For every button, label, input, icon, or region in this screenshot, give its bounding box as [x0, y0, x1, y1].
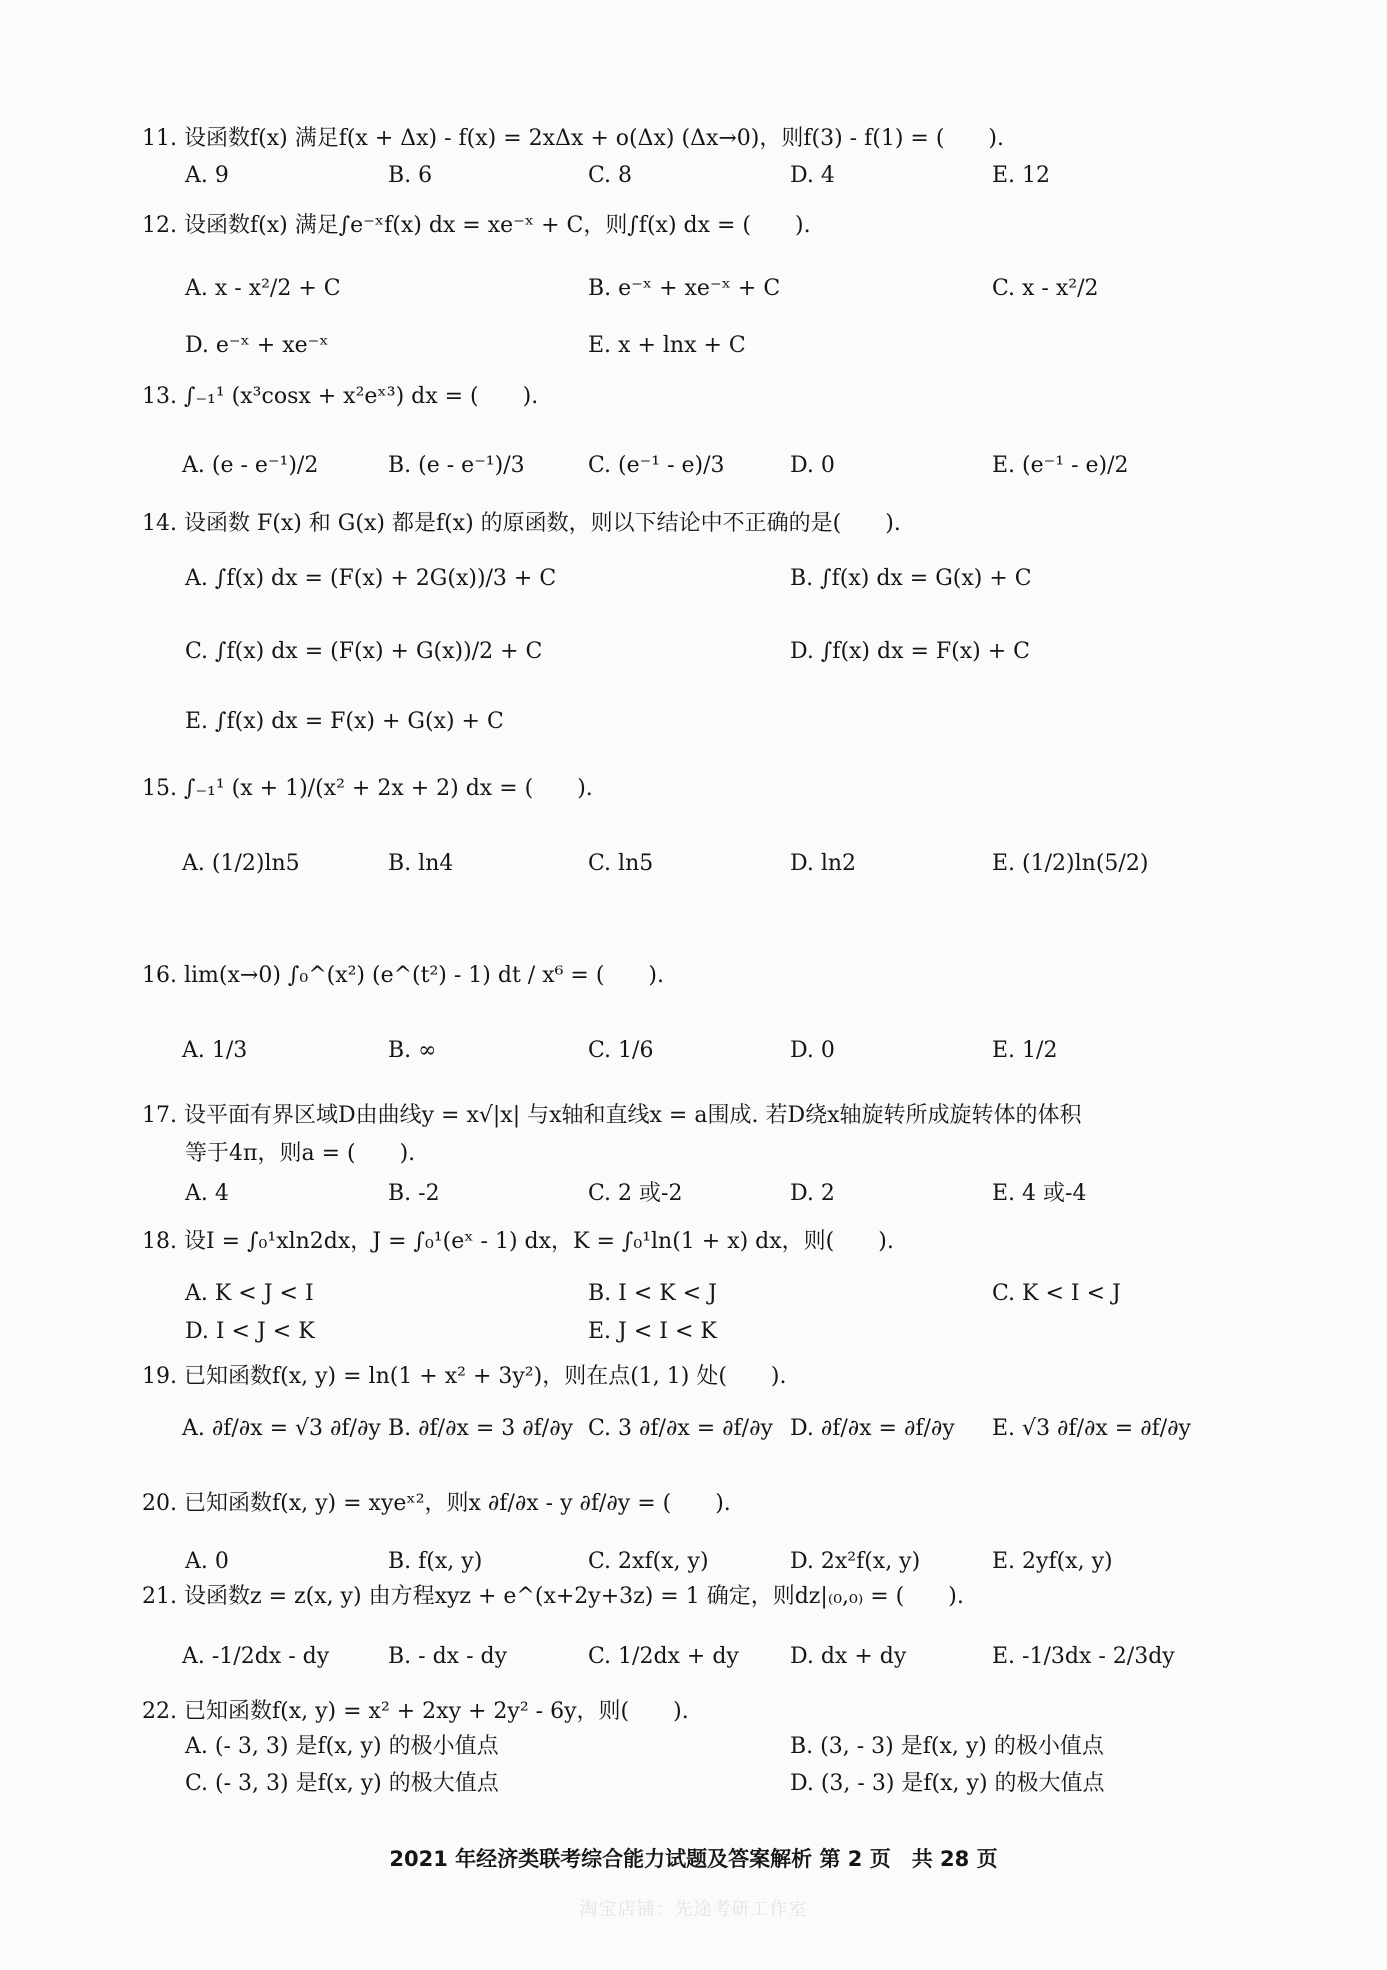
q22-option-d: D. (3, - 3) 是f(x, y) 的极大值点 [790, 1771, 1105, 1796]
question-22-stem: 22. 已知函数f(x, y) = x² + 2xy + 2y² - 6y，则( ). [142, 1699, 689, 1724]
q21-option-c: C. 1/2dx + dy [588, 1644, 739, 1669]
q13-option-b: B. (e - e⁻¹)/3 [388, 453, 525, 478]
q19-option-b: B. ∂f/∂x = 3 ∂f/∂y [388, 1416, 574, 1441]
q16-option-e: E. 1/2 [992, 1038, 1058, 1063]
q17-option-c: C. 2 或-2 [588, 1181, 683, 1206]
q12-option-a: A. x - x²/2 + C [185, 276, 341, 301]
q11-stem-text: 11. 设函数f(x) 满足f(x + Δx) - f(x) = 2xΔx + o(Δx) (Δx→0)，则f(3) - f(1) = ( ). [142, 126, 1004, 151]
q12-option-d: D. e⁻ˣ + xe⁻ˣ [185, 333, 329, 358]
q20-option-c: C. 2xf(x, y) [588, 1549, 709, 1574]
q21-option-b: B. - dx - dy [388, 1644, 508, 1669]
q21-option-d: D. dx + dy [790, 1644, 907, 1669]
q17-option-b: B. -2 [388, 1181, 440, 1206]
q20-option-d: D. 2x²f(x, y) [790, 1549, 921, 1574]
q15-option-c: C. ln5 [588, 851, 654, 876]
q19-option-c: C. 3 ∂f/∂x = ∂f/∂y [588, 1416, 773, 1441]
q18-option-b: B. I < K < J [588, 1281, 717, 1306]
question-20-stem: 20. 已知函数f(x, y) = xyeˣ²，则x ∂f/∂x - y ∂f/∂y = ( ). [142, 1491, 731, 1516]
q16-option-d: D. 0 [790, 1038, 835, 1063]
q20-option-e: E. 2yf(x, y) [992, 1549, 1113, 1574]
q14-option-a: A. ∫f(x) dx = (F(x) + 2G(x))/3 + C [185, 566, 557, 591]
q11-option-b: B. 6 [388, 163, 433, 188]
q20-option-a: A. 0 [185, 1549, 229, 1574]
q22-option-c: C. (- 3, 3) 是f(x, y) 的极大值点 [185, 1771, 499, 1796]
q14-option-e: E. ∫f(x) dx = F(x) + G(x) + C [185, 709, 504, 734]
q22-option-b: B. (3, - 3) 是f(x, y) 的极小值点 [790, 1734, 1104, 1759]
question-14-stem: 14. 设函数 F(x) 和 G(x) 都是f(x) 的原函数，则以下结论中不正确的是( ). [142, 511, 901, 536]
q15-option-a: A. (1/2)ln5 [182, 851, 300, 876]
question-17-stem: 17. 设平面有界区域D由曲线y = x√|x| 与x轴和直线x = a围成. 若D绕x轴旋转所成旋转体的体积 [142, 1103, 1082, 1128]
page-footer: 2021 年经济类联考综合能力试题及答案解析 第 2 页 共 28 页 [389, 1847, 998, 1871]
q12-option-e: E. x + lnx + C [588, 333, 746, 358]
q19-option-d: D. ∂f/∂x = ∂f/∂y [790, 1416, 955, 1441]
question-16-stem: 16. lim(x→0) ∫₀^(x²) (e^(t²) - 1) dt / x⁶ = ( ). [142, 963, 664, 988]
q18-option-e: E. J < I < K [588, 1319, 717, 1344]
q15-option-e: E. (1/2)ln(5/2) [992, 851, 1149, 876]
watermark: 淘宝店铺：先途考研工作室 [579, 1899, 808, 1920]
q17-option-a: A. 4 [185, 1181, 229, 1206]
question-19-stem: 19. 已知函数f(x, y) = ln(1 + x² + 3y²)，则在点(1, 1) 处( ). [142, 1364, 787, 1389]
q11-option-a: A. 9 [185, 163, 229, 188]
q14-option-c: C. ∫f(x) dx = (F(x) + G(x))/2 + C [185, 639, 543, 664]
question-17-stem-cont: 等于4π，则a = ( ). [185, 1141, 416, 1166]
q13-option-c: C. (e⁻¹ - e)/3 [588, 453, 725, 478]
q11-option-e: E. 12 [992, 163, 1051, 188]
q16-option-c: C. 1/6 [588, 1038, 654, 1063]
q12-option-b: B. e⁻ˣ + xe⁻ˣ + C [588, 276, 781, 301]
q17-option-d: D. 2 [790, 1181, 835, 1206]
question-12-stem: 12. 设函数f(x) 满足∫e⁻ˣf(x) dx = xe⁻ˣ + C，则∫f(x) dx = ( ). [142, 213, 811, 238]
q17-option-e: E. 4 或-4 [992, 1181, 1087, 1206]
q11-option-d: D. 4 [790, 163, 835, 188]
q21-option-e: E. -1/3dx - 2/3dy [992, 1644, 1175, 1669]
q16-option-a: A. 1/3 [182, 1038, 248, 1063]
q19-option-e: E. √3 ∂f/∂x = ∂f/∂y [992, 1416, 1191, 1441]
q19-option-a: A. ∂f/∂x = √3 ∂f/∂y [182, 1416, 381, 1441]
q13-option-d: D. 0 [790, 453, 835, 478]
question-18-stem: 18. 设I = ∫₀¹xln2dx，J = ∫₀¹(eˣ - 1) dx，K = ∫₀¹ln(1 + x) dx，则( ). [142, 1229, 894, 1254]
question-21-stem: 21. 设函数z = z(x, y) 由方程xyz + e^(x+2y+3z) = 1 确定，则dz|₍₀,₀₎ = ( ). [142, 1584, 964, 1609]
q15-option-d: D. ln2 [790, 851, 857, 876]
q14-option-b: B. ∫f(x) dx = G(x) + C [790, 566, 1032, 591]
q13-option-e: E. (e⁻¹ - e)/2 [992, 453, 1129, 478]
question-15-stem: 15. ∫₋₁¹ (x + 1)/(x² + 2x + 2) dx = ( ). [142, 776, 593, 801]
q21-option-a: A. -1/2dx - dy [182, 1644, 330, 1669]
q14-option-d: D. ∫f(x) dx = F(x) + C [790, 639, 1031, 664]
q12-option-c: C. x - x²/2 [992, 276, 1099, 301]
question-13-stem: 13. ∫₋₁¹ (x³cosx + x²eˣ³) dx = ( ). [142, 384, 539, 409]
q18-option-c: C. K < I < J [992, 1281, 1121, 1306]
q18-option-a: A. K < J < I [185, 1281, 314, 1306]
q16-option-b: B. ∞ [388, 1038, 437, 1063]
q18-option-d: D. I < J < K [185, 1319, 315, 1344]
question-11-stem [142, 125, 1004, 153]
q13-option-a: A. (e - e⁻¹)/2 [182, 453, 319, 478]
q22-option-a: A. (- 3, 3) 是f(x, y) 的极小值点 [185, 1734, 499, 1759]
q11-option-c: C. 8 [588, 163, 633, 188]
q15-option-b: B. ln4 [388, 851, 454, 876]
q20-option-b: B. f(x, y) [388, 1549, 483, 1574]
